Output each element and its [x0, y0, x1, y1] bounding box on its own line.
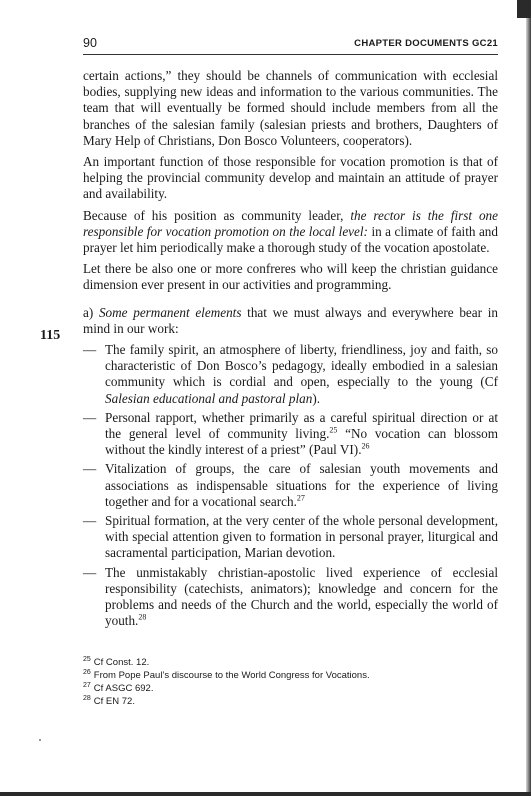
- item-text: “No vocation can blossom without the kindly interest of a priest” (Paul VI).: [105, 426, 498, 458]
- scan-speck: [39, 739, 41, 741]
- item-text: Personal rapport, whether primarily as a careful spiritual direction or at the general level of community living.: [105, 409, 498, 442]
- intro-text: that we must always and everywhere bear in mind in our work:: [83, 304, 498, 336]
- section-intro: [83, 305, 498, 337]
- list-item: [83, 342, 498, 407]
- footnote-text: Cf ASGC 692.: [93, 683, 154, 694]
- page-edge-shadow: [526, 0, 531, 796]
- paragraph-text: Because of his position as community leader,: [83, 207, 351, 223]
- footnote: [83, 669, 498, 682]
- footnote: [83, 695, 498, 708]
- dash-marker: —: [83, 342, 97, 358]
- footnote: [83, 682, 498, 695]
- footnote-text: From Pope Paul’s discourse to the World Congress for Vocations.: [93, 670, 370, 681]
- paragraph: An important function of those responsible for vocation promotion is that of helping the provincial community develop and maintain an attitude of prayer and availability.: [83, 154, 498, 202]
- list-item: [83, 565, 498, 630]
- page-bottom-edge: [0, 792, 531, 796]
- list-item: [83, 461, 498, 510]
- dash-marker: —: [83, 564, 97, 580]
- footnotes: [83, 656, 498, 708]
- footnote-ref[interactable]: 27: [296, 493, 305, 503]
- item-text: The family spirit, an atmosphere of liberty, friendliness, joy and faith, so characteristic of Don Bosco’s pedagogy, ideally embodied in a salesian community which is cordial and open, especially to the young (Cf: [105, 342, 498, 390]
- paragraph: Let there be also one or more confreres who will keep the christian guidance dimension ever present in our activities and programming.: [83, 261, 498, 293]
- list-item: [83, 410, 498, 459]
- footnote-number: 28: [83, 694, 91, 702]
- dash-marker: —: [83, 461, 97, 477]
- item-text: The unmistakably christian-apostolic lived experience of ecclesial responsibility (catechists, animators); knowledge and concern for the problems and needs of the Church and the world, especially the world of youth.: [105, 564, 498, 629]
- footnote-ref[interactable]: 26: [361, 441, 370, 451]
- footnote: [83, 656, 498, 669]
- footnote-ref[interactable]: 28: [138, 612, 147, 622]
- footnote-number: 26: [83, 668, 91, 676]
- item-text-end: ).: [312, 390, 321, 406]
- footnote-number: 25: [83, 655, 91, 663]
- paragraph: [83, 208, 498, 257]
- section-number: 115: [40, 328, 61, 343]
- page-corner-mark: [517, 0, 531, 18]
- item-emphasis: Salesian educational and pastoral plan: [105, 390, 313, 406]
- running-head: CHAPTER DOCUMENTS GC21: [354, 38, 498, 49]
- footnote-text: Cf Const. 12.: [93, 657, 150, 668]
- emphasized-text: the rector is the first one responsible for vocation promotion on the local level:: [83, 207, 499, 239]
- item-text: Spiritual formation, at the very center of the whole personal development, with special attention given to formation in personal prayer, liturgical and sacramental participation, Marian devotion.: [105, 513, 498, 561]
- dash-marker: —: [83, 513, 97, 529]
- page-number: 90: [83, 36, 97, 50]
- paragraph-text: in a climate of faith and prayer let him periodically make a thorough study of the vocation apostolate.: [83, 223, 498, 256]
- list-item: [83, 513, 498, 562]
- page-body: [83, 68, 498, 633]
- intro-emphasis: Some permanent elements: [98, 304, 242, 320]
- item-text: Vitalization of groups, the care of salesian youth movements and associations as indispensable situations for the experience of living together and for a vocational search.: [105, 461, 498, 509]
- intro-prefix: a): [83, 304, 99, 320]
- dash-marker: —: [83, 409, 97, 425]
- footnote-ref[interactable]: 25: [329, 425, 338, 435]
- footnote-text: Cf EN 72.: [93, 696, 135, 707]
- footnote-number: 27: [83, 681, 91, 689]
- page-header: [83, 36, 498, 55]
- paragraph: certain actions,” they should be channels of communication with ecclesial bodies, supplying new ideas and information to the various communities. The team that will eventually be formed should include members from all the branches of the salesian family (salesian priests and brothers, Daughters of Mary Help of Christians, Don Bosco Volunteers, cooperators).: [83, 68, 498, 148]
